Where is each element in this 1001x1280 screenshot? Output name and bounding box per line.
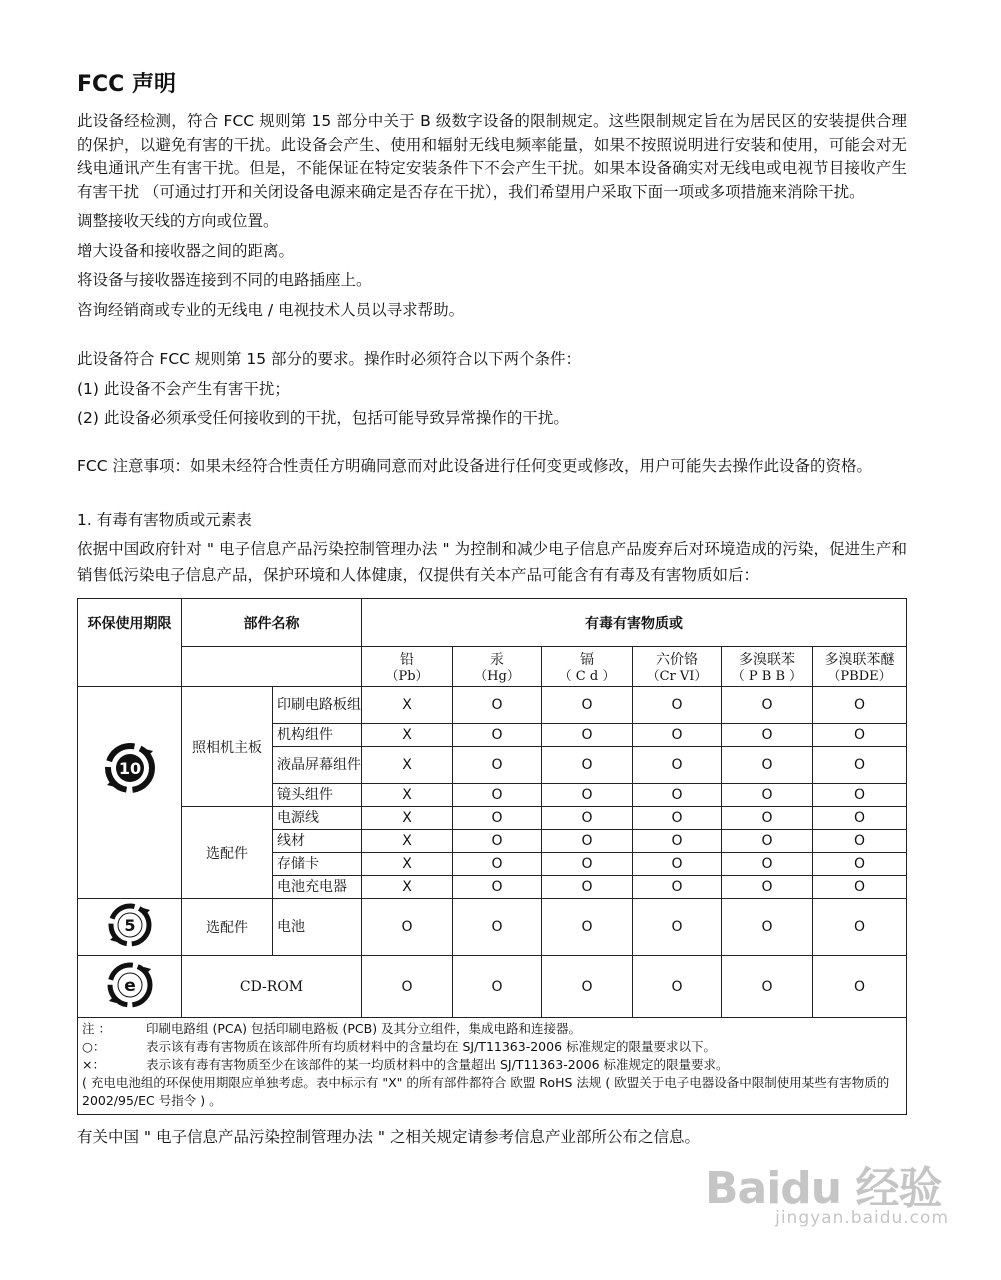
footer-note: 有关中国 " 电子信息产品污染控制管理办法 " 之相关规定请参考信息产业部所公布之信息。 xyxy=(77,1128,700,1146)
mark-cell: O xyxy=(633,724,722,747)
mark-cell: O xyxy=(722,853,813,876)
mark-cell: O xyxy=(722,687,813,724)
part-name: 镜头组件 xyxy=(273,784,362,807)
note-tail: ( 充电电池组的环保使用期限应单独考虑。表中标示有 "X" 的所有部件都符合 欧盟 RoHS 法规 ( 欧盟关于电子电器设备中限制使用某些有害物质的 2002/95/EC 号指令 ) 。 xyxy=(82,1075,890,1108)
mark-cell: O xyxy=(453,830,542,853)
measure-2: 增大设备和接收器之间的距离。 xyxy=(77,241,295,260)
page-title: FCC 声明 xyxy=(77,72,176,97)
mark-cell: X xyxy=(362,687,453,724)
mark-cell: X xyxy=(362,784,453,807)
mark-cell: O xyxy=(722,956,813,1018)
note-line: ○： 表示该有毒有害物质在该部件所有均质材料中的含量均在 SJ/T11363-2006 标准规定的限量要求以下。 xyxy=(82,1039,717,1054)
mark-cell: X xyxy=(362,807,453,830)
mark-cell: O xyxy=(813,876,907,899)
measure-3: 将设备与接收器连接到不同的电路插座上。 xyxy=(77,271,372,289)
mark-cell: X xyxy=(362,853,453,876)
part-name: 液晶屏幕组件 xyxy=(273,747,362,784)
group-accessories: 选配件 xyxy=(182,807,273,899)
mark-cell: O xyxy=(633,747,722,784)
substance-header: 多溴联苯醚 （PBDE） xyxy=(813,647,907,687)
mark-cell: O xyxy=(542,784,633,807)
mark-cell: O xyxy=(542,747,633,784)
header-period: 环保使用期限 xyxy=(78,599,182,687)
mark-cell: O xyxy=(453,807,542,830)
mark-cell: O xyxy=(542,724,633,747)
mark-cell: O xyxy=(633,784,722,807)
part-cdrom: CD-ROM xyxy=(182,956,362,1018)
mark-cell: O xyxy=(453,687,542,724)
mark-cell: O xyxy=(542,956,633,1018)
part-name: 机构组件 xyxy=(273,724,362,747)
header-substances: 有毒有害物质或 xyxy=(362,599,907,647)
part-name: 电池充电器 xyxy=(273,876,362,899)
mark-cell: O xyxy=(633,830,722,853)
mark-cell: O xyxy=(453,724,542,747)
eco-period-10-icon xyxy=(78,687,182,899)
note-line: 注 ： 印刷电路组 (PCA) 包括印刷电路板 (PCB) 及其分立组件，集成电路和连接器。 xyxy=(82,1021,582,1036)
svg-text:e: e xyxy=(123,975,136,996)
mark-cell: O xyxy=(453,853,542,876)
mark-cell: O xyxy=(542,687,633,724)
mark-cell: O xyxy=(633,807,722,830)
mark-cell: O xyxy=(813,784,907,807)
mark-cell: O xyxy=(542,899,633,956)
mark-cell: O xyxy=(453,956,542,1018)
note-line: ×： 表示该有毒有害物质至少在该部件的某一均质材料中的含量超出 SJ/T11363-2006 标准规定的限量要求。 xyxy=(82,1057,729,1072)
mark-cell: O xyxy=(813,853,907,876)
mark-cell: O xyxy=(542,876,633,899)
svg-text:5: 5 xyxy=(123,916,136,935)
part-name: 电源线 xyxy=(273,807,362,830)
section-title: 1. 有毒有害物质或元素表 xyxy=(77,511,252,529)
mark-cell: O xyxy=(453,747,542,784)
baidu-watermark xyxy=(705,1152,965,1242)
mark-cell: O xyxy=(813,899,907,956)
header-part-name: 部件名称 xyxy=(182,599,362,647)
mark-cell: O xyxy=(722,747,813,784)
watermark-logo: Baidu 经验 xyxy=(705,1163,942,1214)
mark-cell: O xyxy=(542,853,633,876)
mark-cell: O xyxy=(542,807,633,830)
part-name: 电池 xyxy=(273,899,362,956)
part-name: 存储卡 xyxy=(273,853,362,876)
fcc-caution-note: FCC 注意事项：如果未经符合性责任方明确同意而对此设备进行任何变更或修改，用户可能失去操作此设备的资格。 xyxy=(77,456,872,475)
mark-cell: O xyxy=(813,830,907,853)
mark-cell: X xyxy=(362,724,453,747)
substance-header: 汞 （Hg） xyxy=(453,647,542,687)
mark-cell: O xyxy=(633,853,722,876)
eco-e-icon xyxy=(78,956,182,1018)
condition-1: (1) 此设备不会产生有害干扰； xyxy=(77,379,290,398)
mark-cell: O xyxy=(633,956,722,1018)
mark-cell: O xyxy=(813,687,907,724)
mark-cell: O xyxy=(633,876,722,899)
mark-cell: O xyxy=(722,724,813,747)
eco-period-5-icon xyxy=(78,899,182,956)
substance-header: 镉 （ C d ） xyxy=(542,647,633,687)
mark-cell: O xyxy=(453,784,542,807)
mark-cell: O xyxy=(722,899,813,956)
table-notes xyxy=(78,1018,907,1115)
measure-4: 咨询经销商或专业的无线电 / 电视技术人员以寻求帮助。 xyxy=(77,300,465,319)
compliance-statement: 此设备符合 FCC 规则第 15 部分的要求。操作时必须符合以下两个条件： xyxy=(77,350,581,368)
mark-cell: O xyxy=(813,747,907,784)
document-page xyxy=(77,70,907,1165)
mark-cell: O xyxy=(542,830,633,853)
substance-header: 六价铬 （Cr VI） xyxy=(633,647,722,687)
mark-cell: X xyxy=(362,830,453,853)
mark-cell: O xyxy=(813,956,907,1018)
mark-cell: O xyxy=(453,899,542,956)
mark-cell: O xyxy=(813,724,907,747)
mark-cell: O xyxy=(813,807,907,830)
substance-header: 铅 （Pb） xyxy=(362,647,453,687)
section-intro: 依据中国政府针对 " 电子信息产品污染控制管理办法 " 为控制和减少电子信息产品废弃后对环境造成的污染，促进生产和销售低污染电子信息产品，保护环境和人体健康，仅提供有关本产品可能含有有毒及有害物质如后： xyxy=(77,540,907,584)
mark-cell: X xyxy=(362,747,453,784)
substance-header: 多溴联苯 （ P B B ） xyxy=(722,647,813,687)
mark-cell: X xyxy=(362,876,453,899)
fcc-intro-paragraph: 此设备经检测，符合 FCC 规则第 15 部分中关于 B 级数字设备的限制规定。这些限制规定旨在为居民区的安装提供合理的保护，以避免有害的干扰。此设备会产生、使用和辐射无线电频率能量，如果不按照说明进行安装和使用，可能会对无线电通讯产生有害干扰。但是，不能保证在特定安装条件下不会产生干扰。如果本设备确实对无线电或电视节目接收产生有害干扰 （可通过打开和关闭设备电源来确定是否存在干扰），我们希望用户采取下面一项或多项措施来消除干扰。 xyxy=(77,112,907,201)
condition-2: (2) 此设备必须承受任何接收到的干扰，包括可能导致异常操作的干扰。 xyxy=(77,409,569,427)
mark-cell: O xyxy=(722,784,813,807)
watermark-url: jingyan.baidu.com xyxy=(775,1208,949,1228)
part-name: 印刷电路板组 xyxy=(273,687,362,724)
measure-1: 调整接收天线的方向或位置。 xyxy=(77,212,279,230)
group-camera-mainboard: 照相机主板 xyxy=(182,687,273,807)
mark-cell: O xyxy=(362,956,453,1018)
mark-cell: O xyxy=(362,899,453,956)
mark-cell: O xyxy=(453,876,542,899)
hazardous-substance-table xyxy=(77,598,907,1115)
mark-cell: O xyxy=(633,687,722,724)
header-part-blank xyxy=(182,647,362,687)
mark-cell: O xyxy=(722,830,813,853)
group-accessories-battery: 选配件 xyxy=(182,899,273,956)
svg-text:10: 10 xyxy=(118,758,141,778)
mark-cell: O xyxy=(633,899,722,956)
mark-cell: O xyxy=(722,807,813,830)
mark-cell: O xyxy=(722,876,813,899)
part-name: 线材 xyxy=(273,830,362,853)
